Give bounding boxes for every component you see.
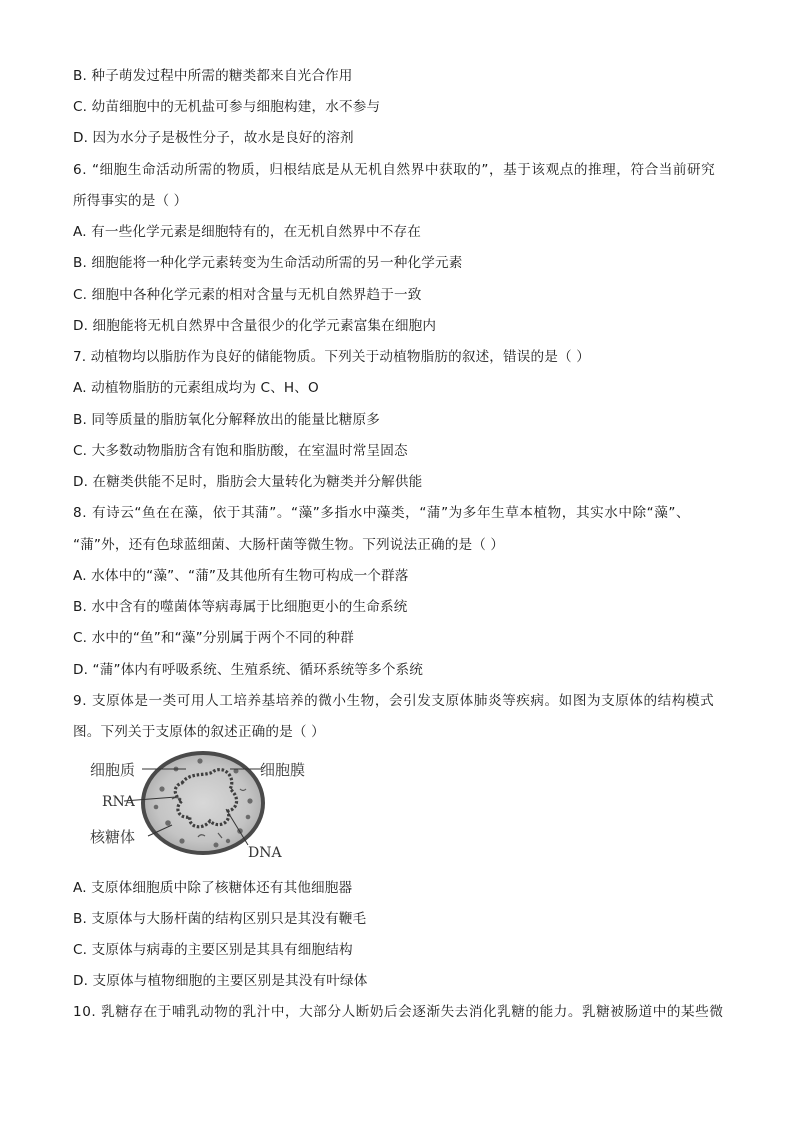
option-5c: C. 幼苗细胞中的无机盐可参与细胞构建，水不参与 bbox=[73, 99, 381, 115]
option-6c: C. 细胞中各种化学元素的相对含量与无机自然界趋于一致 bbox=[73, 287, 422, 303]
question-6-stem: 6. “细胞生命活动所需的物质，归根结底是从无机自然界中获取的”，基于该观点的推理，符合当前研究 bbox=[73, 162, 716, 178]
label-ribosome: 核糖体 bbox=[90, 828, 136, 846]
label-rna: RNA bbox=[102, 794, 135, 810]
question-6-stem-cont: 所得事实的是（ ） bbox=[73, 193, 188, 209]
option-8c: C. 水中的“鱼”和“藻”分别属于两个不同的种群 bbox=[73, 630, 354, 646]
option-8b: B. 水中含有的噬菌体等病毒属于比细胞更小的生命系统 bbox=[73, 599, 408, 615]
option-7c: C. 大多数动物脂肪含有饱和脂肪酸，在室温时常呈固态 bbox=[73, 443, 408, 459]
question-8-stem-cont: “蒲”外，还有色球蓝细菌、大肠杆菌等微生物。下列说法正确的是（ ） bbox=[73, 537, 505, 553]
option-6d: D. 细胞能将无机自然界中含量很少的化学元素富集在细胞内 bbox=[73, 318, 437, 334]
option-7d: D. 在糖类供能不足时，脂肪会大量转化为糖类并分解供能 bbox=[73, 474, 423, 490]
option-9a: A. 支原体细胞质中除了核糖体还有其他细胞器 bbox=[73, 880, 353, 896]
option-9b: B. 支原体与大肠杆菌的结构区别只是其没有鞭毛 bbox=[73, 911, 367, 927]
option-9d: D. 支原体与植物细胞的主要区别是其没有叶绿体 bbox=[73, 973, 368, 989]
question-8-stem: 8. 有诗云“鱼在在藻，依于其蒲”。“藻”多指水中藻类，“蒲”为多年生草本植物，其实水中除“藻”、 bbox=[73, 505, 691, 521]
question-7-stem: 7. 动植物均以脂肪作为良好的储能物质。下列关于动植物脂肪的叙述，错误的是（ ） bbox=[73, 349, 590, 365]
cell-membrane-shape bbox=[143, 753, 263, 853]
mycoplasma-diagram bbox=[90, 749, 306, 861]
option-7b: B. 同等质量的脂肪氧化分解释放出的能量比糖原多 bbox=[73, 412, 381, 428]
question-9-stem-cont: 图。下列关于支原体的叙述正确的是（ ） bbox=[73, 724, 325, 740]
question-10-stem: 10. 乳糖存在于哺乳动物的乳汁中，大部分人断奶后会逐渐失去消化乳糖的能力。乳糖被肠道中的某些微 bbox=[73, 1004, 724, 1020]
label-membrane: 细胞膜 bbox=[260, 761, 306, 779]
option-7a: A. 动植物脂肪的元素组成均为 C、H、O bbox=[73, 380, 319, 396]
option-9c: C. 支原体与病毒的主要区别是其具有细胞结构 bbox=[73, 942, 353, 958]
label-cytoplasm: 细胞质 bbox=[90, 761, 136, 779]
label-dna: DNA bbox=[248, 845, 282, 861]
option-8d: D. “蒲”体内有呼吸系统、生殖系统、循环系统等多个系统 bbox=[73, 662, 424, 678]
option-6b: B. 细胞能将一种化学元素转变为生命活动所需的另一种化学元素 bbox=[73, 255, 463, 271]
option-6a: A. 有一些化学元素是细胞特有的，在无机自然界中不存在 bbox=[73, 224, 422, 240]
option-5b: B. 种子萌发过程中所需的糖类都来自光合作用 bbox=[73, 68, 353, 84]
option-5d: D. 因为水分子是极性分子，故水是良好的溶剂 bbox=[73, 130, 354, 146]
option-8a: A. 水体中的“藻”、“蒲”及其他所有生物可构成一个群落 bbox=[73, 568, 409, 584]
question-9-stem: 9. 支原体是一类可用人工培养基培养的微小生物，会引发支原体肺炎等疾病。如图为支原体的结构模式 bbox=[73, 693, 715, 709]
